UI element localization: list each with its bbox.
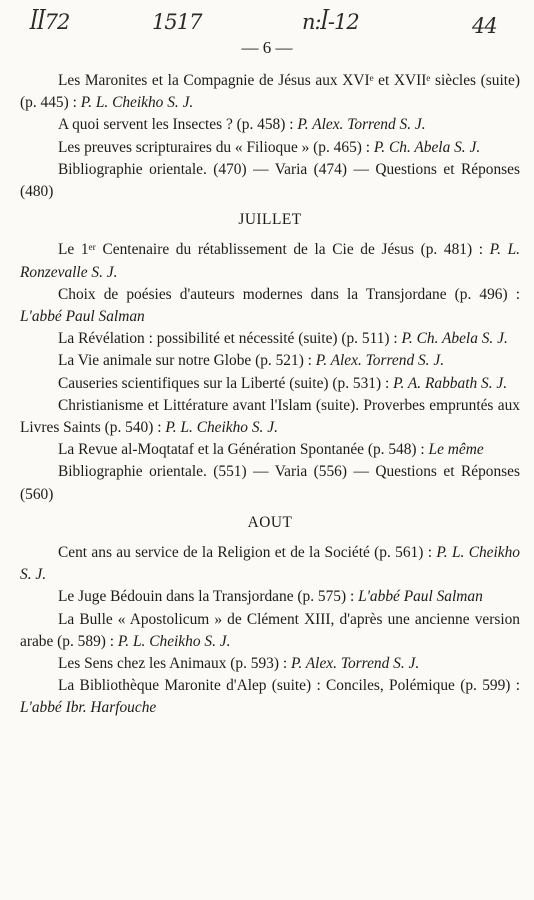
toc-entry: [20, 542, 520, 586]
entry-author: P. L. Cheikho S. J.: [165, 419, 278, 437]
entry-title: A quoi servent les Insectes ? (p. 458) :: [58, 116, 298, 134]
entries-aout: [20, 542, 520, 720]
section-title-juillet: JUILLET: [238, 211, 302, 229]
table-of-contents: [20, 70, 520, 720]
toc-entry: [20, 159, 520, 203]
toc-entry: [20, 439, 520, 461]
section-title-aout: AOUT: [247, 513, 293, 531]
entries-juin: [20, 70, 520, 203]
entry-title: Cent ans au service de la Religion et de la Société (p. 561) :: [58, 544, 437, 562]
toc-entry: [20, 675, 520, 719]
entry-title: Le 1ᵉʳ Centenaire du rétablissement de la Cie de Jésus (p. 481) :: [58, 241, 490, 259]
toc-entry: [20, 137, 520, 159]
entry-author: P. Ch. Abela S. J.: [401, 330, 508, 348]
entry-author: P. Alex. Torrend S. J.: [297, 116, 426, 134]
entry-author: L'abbé Paul Salman: [20, 308, 145, 326]
entries-juillet: [20, 239, 520, 505]
toc-entry: [20, 114, 520, 136]
toc-entry: [20, 284, 520, 328]
entry-author: L'abbé Paul Salman: [358, 588, 483, 606]
entry-author: L'abbé Ibr. Harfouche: [20, 699, 157, 717]
toc-entry: [20, 609, 520, 653]
entry-author: P. L. Cheikho S. J.: [80, 94, 194, 112]
toc-entry: [20, 239, 520, 283]
toc-entry: [20, 395, 520, 439]
entry-title: La Révélation : possibilité et nécessité (suite) (p. 511) :: [58, 330, 402, 348]
entry-title: Les preuves scripturaires du « Filioque » (p. 465) :: [58, 138, 374, 156]
toc-entry: [20, 586, 520, 608]
entry-author: P. Alex. Torrend S. J.: [315, 352, 445, 370]
entry-title: Les Sens chez les Animaux (p. 593) :: [58, 655, 291, 673]
entry-author: P. A. Rabbath S. J.: [393, 374, 508, 392]
handwritten-note-1: ꟾꟾ72: [30, 10, 70, 34]
entry-title: La Vie animale sur notre Globe (p. 521) :: [58, 352, 316, 370]
toc-entry: [20, 653, 520, 675]
handwritten-note-3: n:ꟾ-12: [302, 10, 359, 34]
toc-entry: [20, 373, 520, 395]
page-number: — 6 —: [241, 38, 293, 57]
entry-title: Le Juge Bédouin dans la Transjordane (p. 575) :: [58, 588, 359, 606]
entry-title: Causeries scientifiques sur la Liberté (suite) (p. 531) :: [58, 374, 394, 392]
entry-author: P. Alex. Torrend S. J.: [290, 655, 420, 673]
entry-title: Christianisme et Littérature avant l'Islam (suite). Proverbes empruntés aux Livres Saints (p. 540) :: [20, 396, 520, 437]
toc-entry: [20, 328, 520, 350]
toc-entry: [20, 350, 520, 372]
entry-author: Le même: [428, 441, 484, 459]
handwritten-note-2: 1517: [152, 10, 202, 34]
handwritten-note-4: 44: [472, 14, 497, 38]
entry-author: P. L. Cheikho S. J.: [117, 632, 231, 650]
entry-title: La Bulle « Apostolicum » de Clément XIII, d'après une ancienne version arabe (p. 589) :: [20, 610, 520, 650]
toc-entry: [20, 461, 520, 505]
entry-title: Les Maronites et la Compagnie de Jésus aux XVIᵉ et XVIIᵉ siècles (suite) (p. 445) :: [20, 72, 520, 112]
entry-author: P. L. Cheikho S. J.: [20, 544, 520, 584]
entry-author: P. Ch. Abela S. J.: [373, 138, 481, 156]
entry-author: P. L. Ronzevalle S. J.: [20, 241, 520, 281]
entry-title: Bibliographie orientale. (470) — Varia (474) — Questions et Réponses (480): [20, 160, 520, 201]
entry-title: La Revue al-Moqtataf et la Génération Spontanée (p. 548) :: [58, 441, 429, 459]
entry-title: Bibliographie orientale. (551) — Varia (556) — Questions et Réponses (560): [20, 463, 520, 503]
entry-title: La Bibliothèque Maronite d'Alep (suite) : Conciles, Polémique (p. 599) :: [58, 677, 520, 695]
toc-entry: [20, 70, 520, 114]
entry-title: Choix de poésies d'auteurs modernes dans la Transjordane (p. 496) :: [58, 285, 520, 303]
